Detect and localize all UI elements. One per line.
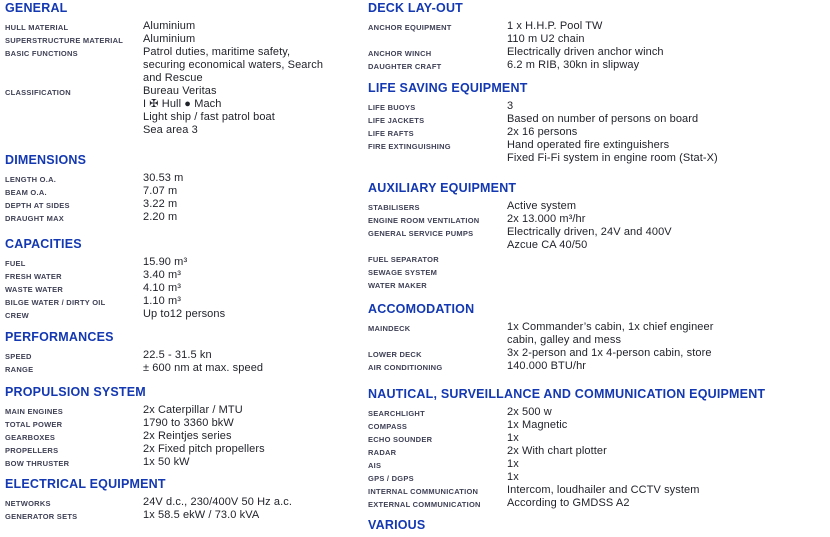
spec-label: FRESH WATER [5,271,62,281]
spec-column-right [368,2,826,537]
spec-value [143,185,365,198]
spec-row [5,211,365,224]
spec-label: CREW [5,310,29,320]
spec-value-line: Bureau Veritas [143,85,217,97]
spec-value-line: Based on number of persons on board [507,113,699,125]
spec-row [368,432,826,445]
spec-value-line: ± 600 nm at max. speed [143,362,264,374]
spec-label: DRAUGHT MAX [5,213,64,223]
spec-label: MAIN ENGINES [5,406,64,416]
spec-value-line: I ✠ Hull ● Mach [143,98,222,110]
spec-value [143,349,365,362]
spec-value [507,484,826,497]
spec-label: AIR CONDITIONING [368,362,443,372]
spec-label: RADAR [368,447,397,457]
spec-row [368,59,826,72]
spec-value-line: 3x 2-person and 1x 4-person cabin, store [507,347,712,359]
spec-row [368,360,826,373]
spec-value-line: 15.90 m³ [143,256,188,268]
spec-value [507,113,826,126]
spec-value-line: 110 m U2 chain [507,33,585,45]
spec-value-line: Active system [507,200,577,212]
spec-column-left [5,2,365,522]
spec-label: BILGE WATER / DIRTY OIL [5,297,106,307]
spec-value-line: Fixed Fi-Fi system in engine room (Stat-X) [507,152,718,164]
spec-row [368,126,826,139]
spec-label: EXTERNAL COMMUNICATION [368,499,481,509]
spec-value-line: 2x Reintjes series [143,430,232,442]
section-electrical-equipment [5,478,365,522]
spec-value-line: Azcue CA 40/50 [507,239,588,251]
spec-value [143,282,365,295]
section-heading: PERFORMANCES [5,330,114,344]
spec-label: LOWER DECK [368,349,422,359]
spec-value-line: Hand operated fire extinguishers [507,139,670,151]
spec-label: BASIC FUNCTIONS [5,48,78,58]
spec-row [368,347,826,360]
spec-value-line: Intercom, loudhailer and CCTV system [507,484,700,496]
spec-row [5,172,365,185]
spec-value [507,406,826,419]
spec-label: AIS [368,460,382,470]
spec-row [5,496,365,509]
spec-value [143,496,365,509]
spec-value-line: 2x 13.000 m³/hr [507,213,586,225]
spec-value [507,265,826,278]
spec-value-line: 1790 to 3360 bkW [143,417,234,429]
spec-value [143,362,365,375]
spec-value [507,59,826,72]
spec-label: FIRE EXTINGUISHING [368,141,451,151]
spec-value-line: securing economical waters, Search [143,59,324,71]
spec-value-line: 22.5 - 31.5 kn [143,349,212,361]
spec-row [5,456,365,469]
spec-row [5,362,365,375]
spec-value-line: 7.07 m [143,185,178,197]
spec-row [368,113,826,126]
spec-value-line: 6.2 m RIB, 30kn in slipway [507,59,640,71]
spec-label: FUEL SEPARATOR [368,254,439,264]
spec-row [5,46,365,85]
spec-label: TOTAL POWER [5,419,63,429]
spec-value [143,417,365,430]
spec-row [5,417,365,430]
section-heading: CAPACITIES [5,237,82,251]
spec-row [5,256,365,269]
spec-value [143,430,365,443]
spec-row [5,308,365,321]
section-accomodation [368,303,826,373]
spec-row [368,278,826,291]
section-heading: NAUTICAL, SURVEILLANCE AND COMMUNICATION EQUIPMENT [368,387,766,401]
spec-row [5,185,365,198]
spec-label: FUEL [5,258,26,268]
spec-value [507,100,826,113]
section-heading: ACCOMODATION [368,302,475,316]
section-nautical-surveillance-and-communication-equipment [368,388,826,510]
section-dimensions [5,154,365,224]
spec-label: ANCHOR WINCH [368,48,432,58]
spec-value-line: and Rescue [143,72,203,84]
spec-value [143,198,365,211]
spec-label: ECHO SOUNDER [368,434,433,444]
section-heading: ELECTRICAL EQUIPMENT [5,477,166,491]
spec-row [5,349,365,362]
spec-row [368,200,826,213]
spec-row [5,269,365,282]
spec-label: SEARCHLIGHT [368,408,425,418]
spec-value [143,20,365,33]
spec-value [143,509,365,522]
spec-row [5,295,365,308]
spec-label: LIFE BUOYS [368,102,416,112]
spec-row [368,20,826,46]
spec-value-line: Electrically driven anchor winch [507,46,664,58]
spec-row [368,100,826,113]
spec-value-line: 2x With chart plotter [507,445,607,457]
spec-value-line: 1x 58.5 ekW / 73.0 kVA [143,509,260,521]
section-propulsion-system [5,386,365,469]
spec-value [507,471,826,484]
spec-label: GENERAL SERVICE PUMPS [368,228,474,238]
spec-row [368,406,826,419]
spec-value-line: 2x 16 persons [507,126,578,138]
spec-label: BOW THRUSTER [5,458,70,468]
section-life-saving-equipment [368,82,826,165]
spec-value [507,432,826,445]
spec-row [368,484,826,497]
spec-row [368,252,826,265]
spec-value [143,269,365,282]
spec-value [507,126,826,139]
spec-label: MAINDECK [368,323,411,333]
spec-value-line: 2x Caterpillar / MTU [143,404,243,416]
spec-value-line: 1x [507,432,519,444]
section-heading: PROPULSION SYSTEM [5,385,146,399]
spec-value [143,295,365,308]
spec-value-line: cabin, galley and mess [507,334,622,346]
spec-value-line: 1x [507,458,519,470]
spec-value [507,458,826,471]
spec-value [507,213,826,226]
spec-value-line: 3.22 m [143,198,178,210]
spec-value [507,278,826,291]
spec-value-line: 2.20 m [143,211,178,223]
section-auxiliary-equipment [368,182,826,291]
spec-value-line: 3 [507,100,514,112]
spec-label: LENGTH O.A. [5,174,57,184]
spec-row [5,404,365,417]
spec-value-line: Light ship / fast patrol boat [143,111,275,123]
spec-row [368,497,826,510]
spec-label: WASTE WATER [5,284,64,294]
spec-label: ANCHOR EQUIPMENT [368,22,452,32]
spec-label: WATER MAKER [368,280,427,290]
spec-row [368,46,826,59]
spec-row [5,430,365,443]
spec-value-line: 1x Magnetic [507,419,568,431]
spec-row [5,33,365,46]
spec-value [143,211,365,224]
spec-label: COMPASS [368,421,408,431]
section-capacities [5,238,365,321]
spec-value-line: 1x 50 kW [143,456,190,468]
spec-row [5,509,365,522]
spec-row [5,198,365,211]
spec-value [507,347,826,360]
spec-label: HULL MATERIAL [5,22,69,32]
spec-row [5,20,365,33]
section-heading: LIFE SAVING EQUIPMENT [368,81,528,95]
spec-row [368,321,826,347]
spec-label: NETWORKS [5,498,51,508]
spec-label: ENGINE ROOM VENTILATION [368,215,480,225]
spec-value [507,445,826,458]
spec-label: STABILISERS [368,202,420,212]
spec-value [507,226,826,252]
spec-label: PROPELLERS [5,445,59,455]
spec-value-line: 1x [507,471,519,483]
spec-value-line: 2x Fixed pitch propellers [143,443,265,455]
spec-value [507,360,826,373]
spec-label: SPEED [5,351,32,361]
spec-row [368,139,826,165]
spec-label: LIFE RAFTS [368,128,414,138]
spec-value-line: 2x 500 w [507,406,552,418]
spec-value [143,46,365,85]
spec-value-line: Aluminium [143,33,196,45]
spec-label: GENERATOR SETS [5,511,78,521]
section-heading: AUXILIARY EQUIPMENT [368,181,517,195]
spec-row [368,213,826,226]
spec-label: GPS / DGPS [368,473,414,483]
section-general [5,2,365,137]
spec-label: DEPTH AT SIDES [5,200,70,210]
spec-value-line: 1x Commander’s cabin, 1x chief engineer [507,321,714,333]
spec-value [143,404,365,417]
spec-value [507,20,826,46]
spec-value-line: Up to12 persons [143,308,226,320]
spec-value [143,172,365,185]
spec-value [507,46,826,59]
spec-label: SUPERSTRUCTURE MATERIAL [5,35,124,45]
spec-value-line: 1.10 m³ [143,295,181,307]
spec-value [507,139,826,165]
spec-label: RANGE [5,364,34,374]
section-heading: DECK LAY-OUT [368,1,464,15]
spec-row [5,85,365,137]
spec-value-line: 24V d.c., 230/400V 50 Hz a.c. [143,496,293,508]
spec-value [507,200,826,213]
spec-value-line: 4.10 m³ [143,282,181,294]
spec-value-line: 30.53 m [143,172,184,184]
spec-value [507,497,826,510]
spec-label: CLASSIFICATION [5,87,71,97]
spec-label: LIFE JACKETS [368,115,425,125]
spec-value [507,321,826,347]
spec-value-line: 3.40 m³ [143,269,181,281]
spec-label: INTERNAL COMMUNICATION [368,486,479,496]
spec-value-line: Aluminium [143,20,196,32]
spec-row [368,419,826,432]
section-deck-lay-out [368,2,826,72]
section-various [368,519,826,532]
section-heading: DIMENSIONS [5,153,87,167]
spec-row [368,445,826,458]
spec-value-line: Sea area 3 [143,124,198,136]
spec-row [368,458,826,471]
spec-value-line: 1 x H.H.P. Pool TW [507,20,603,32]
spec-row [368,471,826,484]
spec-value [143,456,365,469]
spec-row [5,282,365,295]
spec-label: SEWAGE SYSTEM [368,267,438,277]
section-performances [5,331,365,375]
spec-value-line: Patrol duties, maritime safety, [143,46,291,58]
spec-label: GEARBOXES [5,432,56,442]
section-heading: GENERAL [5,1,68,15]
spec-value [507,252,826,265]
spec-value-line: Electrically driven, 24V and 400V [507,226,672,238]
spec-label: BEAM O.A. [5,187,47,197]
spec-label: DAUGHTER CRAFT [368,61,442,71]
spec-row [368,265,826,278]
spec-row [5,443,365,456]
spec-row [368,226,826,252]
spec-value [143,443,365,456]
spec-value-line: 140.000 BTU/hr [507,360,587,372]
spec-value [143,33,365,46]
spec-value-line: According to GMDSS A2 [507,497,630,509]
spec-value [143,85,365,137]
section-heading: VARIOUS [368,518,426,532]
spec-value [143,256,365,269]
spec-value [143,308,365,321]
spec-value [507,419,826,432]
